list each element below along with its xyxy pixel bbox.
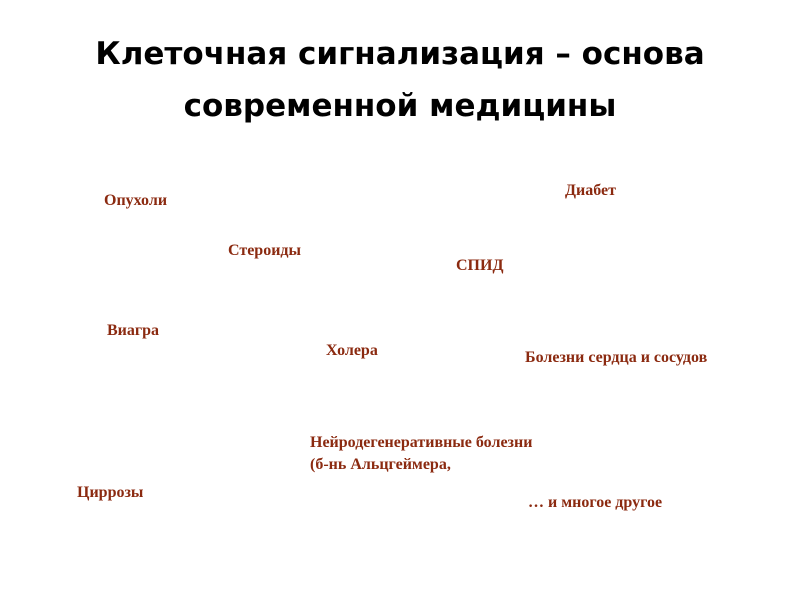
term-aids: СПИД: [456, 257, 504, 274]
term-cirrhosis: Циррозы: [77, 484, 144, 501]
term-steroids: Стероиды: [228, 242, 302, 259]
term-heart-diseases: Болезни сердца и сосудов: [525, 349, 708, 366]
slide-title-line-1: Клеточная сигнализация – основа: [95, 36, 705, 72]
term-cholera: Холера: [326, 342, 378, 359]
term-viagra: Виагра: [107, 322, 160, 339]
slide-title-line-2: современной медицины: [183, 88, 617, 124]
term-neurodegenerative: [310, 432, 532, 476]
term-and-more: … и многое другое: [528, 494, 663, 511]
term-neurodegenerative-line-2: (б-нь Альцгеймера,: [310, 456, 451, 473]
term-neurodegenerative-line-1: Нейродегенеративные болезни: [310, 434, 533, 451]
term-tumors: Опухоли: [104, 192, 168, 209]
term-diabetes: Диабет: [565, 182, 616, 199]
slide-title: [40, 28, 760, 132]
